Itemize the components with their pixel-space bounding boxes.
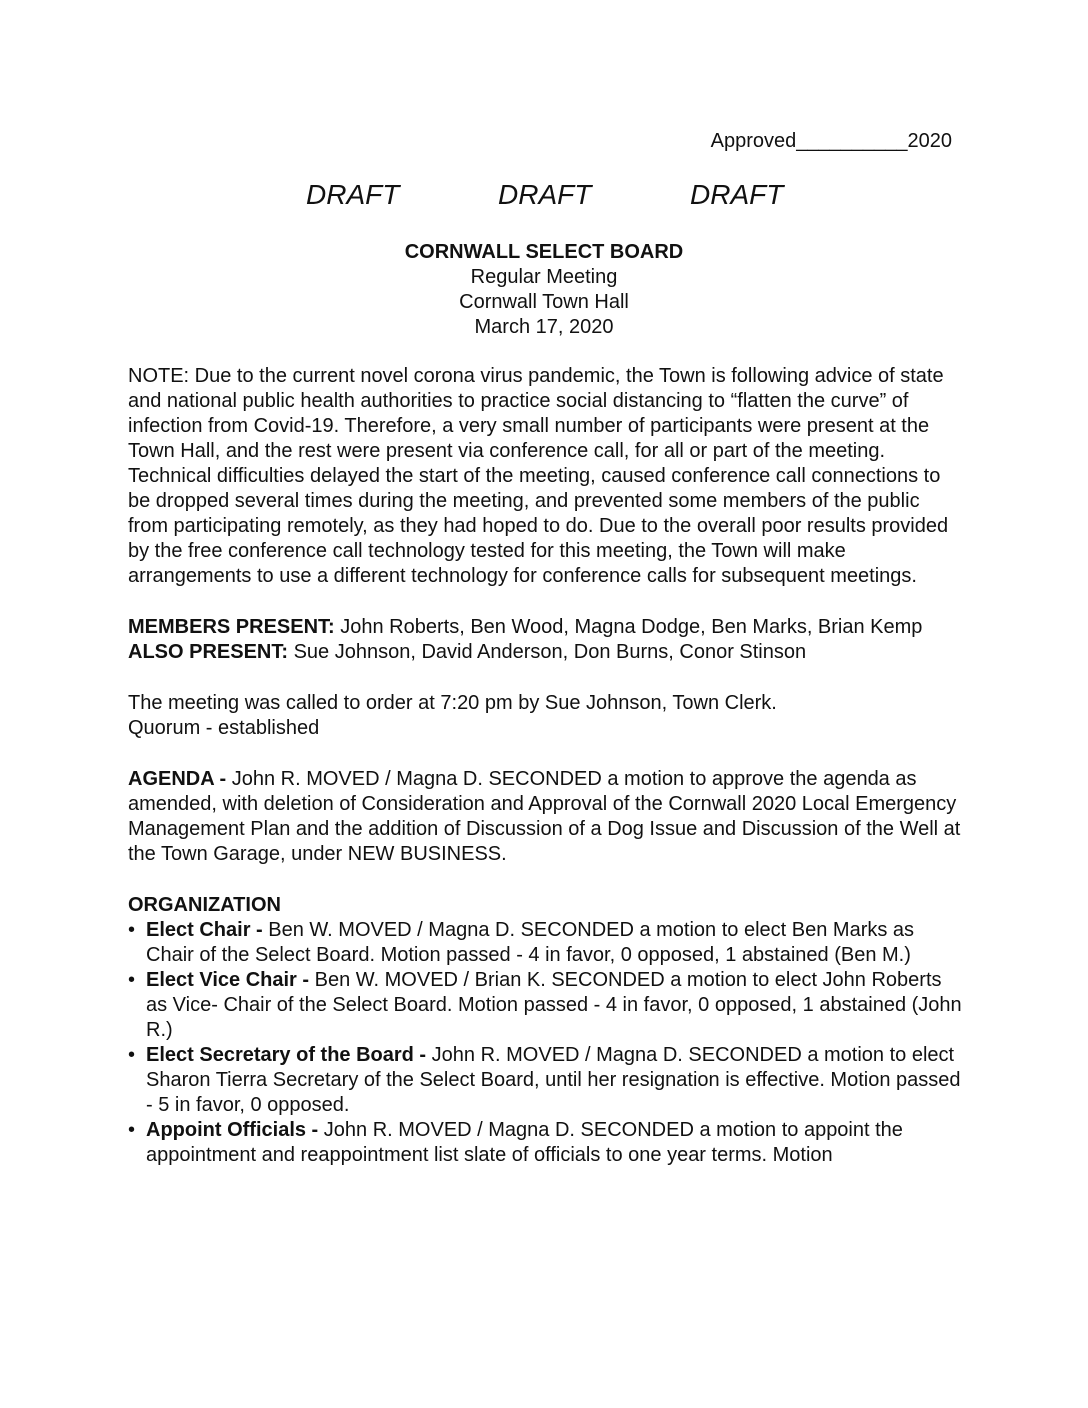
members-present xyxy=(128,615,963,640)
members-present-names: John Roberts, Ben Wood, Magna Dodge, Ben Marks, Brian Kemp xyxy=(334,616,923,638)
board-title: CORNWALL SELECT BOARD xyxy=(404,241,684,263)
list-item xyxy=(128,968,963,1043)
item-label: Elect Vice Chair - xyxy=(146,969,310,991)
item-label: Elect Secretary of the Board - xyxy=(146,1044,427,1066)
item-text: Ben W. MOVED / Magna D. SECONDED a motion to elect Ben Marks as Chair of the Select Board. Motion passed - 4 in favor, 0 opposed, 1 abstained (Ben M.) xyxy=(146,919,915,966)
organization-list xyxy=(128,918,963,1168)
meeting-location: Cornwall Town Hall xyxy=(459,291,629,313)
draft-label: DRAFT xyxy=(306,179,400,210)
approved-line: Approved__________2020 xyxy=(710,130,952,152)
list-item xyxy=(128,1043,963,1118)
item-text: Ben W. MOVED / Brian K. SECONDED a motion to elect John Roberts as Vice- Chair of the Select Board. Motion passed - 4 in favor, 0 opposed, 1 abstained (John R.) xyxy=(146,969,962,1041)
meeting-date: March 17, 2020 xyxy=(474,316,614,338)
also-present-names: Sue Johnson, David Anderson, Don Burns, Conor Stinson xyxy=(288,641,807,663)
minutes-body xyxy=(128,364,963,1168)
draft-watermark-row xyxy=(0,178,1088,214)
organization-heading: ORGANIZATION xyxy=(128,894,281,916)
list-item xyxy=(128,1118,963,1168)
meeting-type: Regular Meeting xyxy=(470,266,618,288)
agenda-label: AGENDA - xyxy=(128,768,227,790)
members-present-label: MEMBERS PRESENT: xyxy=(128,616,335,638)
bullet-icon: • xyxy=(128,1044,136,1066)
call-to-order: The meeting was called to order at 7:20 pm by Sue Johnson, Town Clerk. xyxy=(128,692,777,714)
bullet-icon: • xyxy=(128,1119,136,1141)
quorum: Quorum - established xyxy=(128,717,320,739)
draft-label: DRAFT xyxy=(690,179,784,210)
item-text: John R. MOVED / Magna D. SECONDED a motion to elect Sharon Tierra Secretary of the Select Board, until her resignation is effective. Motion passed - 5 in favor, 0 opposed. xyxy=(146,1044,961,1116)
bullet-icon: • xyxy=(128,969,136,991)
agenda-paragraph xyxy=(128,767,963,867)
draft-label: DRAFT xyxy=(498,179,592,210)
agenda-text: John R. MOVED / Magna D. SECONDED a motion to approve the agenda as amended, with deletion of Consideration and Approval of the Cornwall 2020 Local Emergency Management Plan and the addition of Discussion of a Dog Issue and Discussion of the Well at the Town Garage, under NEW BUSINESS. xyxy=(128,768,961,865)
list-item xyxy=(128,918,963,968)
bullet-icon: • xyxy=(128,919,136,941)
also-present-label: ALSO PRESENT: xyxy=(128,641,289,663)
pandemic-note: NOTE: Due to the current novel corona virus pandemic, the Town is following advice of state and national public health authorities to practice social distancing to “flatten the curve” of infection from Covid-19. Therefore, a very small number of participants were present at the Town Hall, and the rest were present via conference call, for all or part of the meeting. Technical difficulties delayed the start of the meeting, caused conference call connections to be dropped several times during the meeting, and prevented some members of the public from participating remotely, as they had hoped to do. Due to the overall poor results provided by the free conference call technology tested for this meeting, the Town will make arrangements to use a different technology for conference calls for subsequent meetings. xyxy=(128,365,949,587)
item-text: John R. MOVED / Magna D. SECONDED a motion to appoint the appointment and reappointment list slate of officials to one year terms. Motion xyxy=(146,1119,903,1166)
item-label: Appoint Officials - xyxy=(146,1119,319,1141)
meeting-header xyxy=(0,240,1088,340)
item-label: Elect Chair - xyxy=(146,919,263,941)
also-present xyxy=(128,640,963,665)
